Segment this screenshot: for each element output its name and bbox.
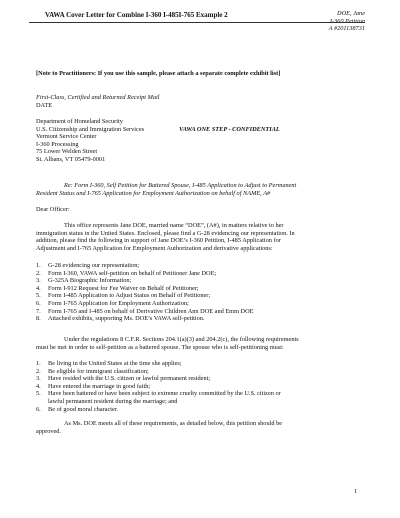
re-line-1: Re: Form I-360, Self Petition for Battered Spouse, I-485 Application to Adjust to Permanent [64,182,297,189]
a-number: A #201138731 [328,25,365,33]
list-item: 1. Be living in the United States at the time she applies; [36,360,182,367]
petition-type: I-360 Petition [329,17,365,25]
list-item: 3. Have resided with the U.S. citizen or lawful permanent resident; [36,375,211,383]
client-name: DOE, Jane [337,10,365,17]
confidential-label: VAWA ONE STEP - CONFIDENTIAL [179,126,280,133]
list-item: 3. G-325A Biographic Information; [36,277,132,285]
letter-date: DATE [36,102,53,109]
salutation: Dear Officer: [36,206,70,213]
requirements-list [36,360,281,413]
paragraph-line: As Ms. DOE meets all of these requirements, as detailed below, this petition should be [64,420,283,427]
enclosures-list [36,262,253,323]
paragraph-line: Adjustment and I-765 Application for Employment Authorization and derivative applications: [36,244,273,252]
page-number: 1 [354,488,358,495]
list-item: 2. Be eligible for immigrant classification; [36,367,149,375]
list-item: 5. Have been battered or have been subject to extreme cruelty committed by the U.S. citizen or lawful permanent resident during the marriage; and [36,390,281,405]
paragraph-line: This office represents Jane DOE, married name “DOE”, (A#), in matters relative to her [64,222,284,229]
mailing-method: First-Class, Certified and Returned Receipt Mail [36,94,160,101]
paragraph-line: Under the regulations 8 C.F.R. Sections 204.1(a)(3) and 204.2(c), the following requirements [64,336,299,343]
conclusion-paragraph [36,420,282,435]
header-rule [29,22,365,23]
document-title: VAWA Cover Letter for Combine I-360 I-485I-765 Example 2 [45,11,228,19]
list-item: 6. Be of good moral character. [36,405,119,413]
requirements-paragraph [36,336,299,351]
paragraph-line: immigration status in the United States. Enclosed, please find a G-28 evidencing our representation. In [36,229,295,237]
re-line [36,182,296,197]
list-item: 4. Form I-912 Request for Fee Waiver on Behalf of Petitioner; [36,284,199,292]
list-item: 4. Have entered the marriage in good faith; [36,382,151,390]
address-line: U.S. Citizenship and Immigration Services [36,125,145,133]
recipient-address [36,118,144,164]
list-item: 1. G-28 evidencing our representation; [36,262,140,269]
address-line: Vermont Service Center [36,133,97,141]
paragraph-line: addition, please find the following in support of Jane DOE’s I-360 Petition, I-485 Application for [36,237,281,245]
list-item: 7. Form I-765 and I-485 on behalf of Derivative Children Ann DOE and Emm DOE [36,307,254,315]
re-line-2: Resident Status and I-765 Application for Employment Authorization on behalf of NAME, A# [36,189,271,197]
address-line: I-360 Processing [36,140,79,148]
paragraph-line: approved. [36,427,62,435]
practitioner-note: [Note to Practitioners: If you use this sample, please attach a separate complete exhibit list] [36,70,281,77]
address-line: 75 Lower Welden Street [36,148,98,156]
intro-paragraph [36,222,295,252]
address-line: St. Albans, VT 05479-0001 [36,155,106,163]
list-item: 6. Form I-765 Application for Employment Authorization; [36,299,189,307]
list-item: 5. Form I-485 Application to Adjust Status on Behalf of Petitioner; [36,292,211,300]
list-item: 8. Attached exhibits, supporting Ms. DOE’s VAWA self-petition. [36,315,205,323]
paragraph-line: must be met in order to self-petition as a battered spouse. The spouse who is self-petitioning must: [36,343,284,351]
list-item: 2. Form I-360, VAWA self-petition on behalf of Petitioner Jane DOE; [36,269,217,277]
address-line: Department of Homeland Security [36,118,123,125]
